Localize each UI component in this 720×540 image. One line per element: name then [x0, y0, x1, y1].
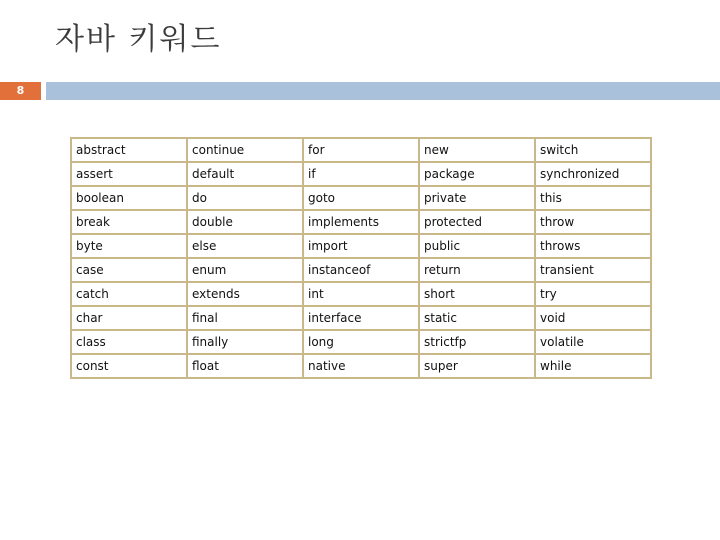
keyword-cell: continue — [187, 138, 303, 162]
keyword-cell: protected — [419, 210, 535, 234]
keyword-cell: instanceof — [303, 258, 419, 282]
keyword-cell: return — [419, 258, 535, 282]
keyword-cell: long — [303, 330, 419, 354]
keyword-cell: synchronized — [535, 162, 651, 186]
keyword-cell: while — [535, 354, 651, 378]
keyword-cell: goto — [303, 186, 419, 210]
keyword-cell: catch — [71, 282, 187, 306]
table-row — [71, 138, 651, 162]
keyword-cell: this — [535, 186, 651, 210]
keyword-cell: void — [535, 306, 651, 330]
keyword-cell: byte — [71, 234, 187, 258]
keyword-cell: finally — [187, 330, 303, 354]
keyword-cell: super — [419, 354, 535, 378]
table-row — [71, 282, 651, 306]
keyword-cell: package — [419, 162, 535, 186]
table-row — [71, 258, 651, 282]
table-row — [71, 162, 651, 186]
table-row — [71, 330, 651, 354]
keyword-cell: try — [535, 282, 651, 306]
keyword-cell: interface — [303, 306, 419, 330]
keyword-cell: break — [71, 210, 187, 234]
keyword-cell: assert — [71, 162, 187, 186]
keyword-cell: throws — [535, 234, 651, 258]
keyword-cell: public — [419, 234, 535, 258]
keyword-cell: do — [187, 186, 303, 210]
keyword-cell: final — [187, 306, 303, 330]
keyword-cell: throw — [535, 210, 651, 234]
keyword-cell: new — [419, 138, 535, 162]
keyword-cell: class — [71, 330, 187, 354]
keyword-cell: case — [71, 258, 187, 282]
slide-title: 자바 키워드 — [55, 22, 222, 57]
keyword-cell: import — [303, 234, 419, 258]
keyword-cell: else — [187, 234, 303, 258]
keyword-cell: short — [419, 282, 535, 306]
keyword-cell: native — [303, 354, 419, 378]
keyword-cell: transient — [535, 258, 651, 282]
keywords-table — [70, 137, 652, 379]
keyword-cell: default — [187, 162, 303, 186]
keyword-cell: double — [187, 210, 303, 234]
table-row — [71, 210, 651, 234]
table-row — [71, 186, 651, 210]
keyword-cell: private — [419, 186, 535, 210]
table-row — [71, 354, 651, 378]
keyword-cell: int — [303, 282, 419, 306]
keyword-cell: for — [303, 138, 419, 162]
keyword-cell: strictfp — [419, 330, 535, 354]
keyword-cell: float — [187, 354, 303, 378]
keyword-cell: enum — [187, 258, 303, 282]
slide-number: 8 — [0, 82, 41, 100]
keyword-cell: switch — [535, 138, 651, 162]
keyword-cell: volatile — [535, 330, 651, 354]
keyword-cell: char — [71, 306, 187, 330]
keyword-cell: boolean — [71, 186, 187, 210]
keyword-cell: const — [71, 354, 187, 378]
table-row — [71, 234, 651, 258]
keyword-cell: implements — [303, 210, 419, 234]
keyword-cell: abstract — [71, 138, 187, 162]
header-bar — [46, 82, 720, 100]
keyword-cell: static — [419, 306, 535, 330]
table-row — [71, 306, 651, 330]
keyword-cell: extends — [187, 282, 303, 306]
keyword-cell: if — [303, 162, 419, 186]
